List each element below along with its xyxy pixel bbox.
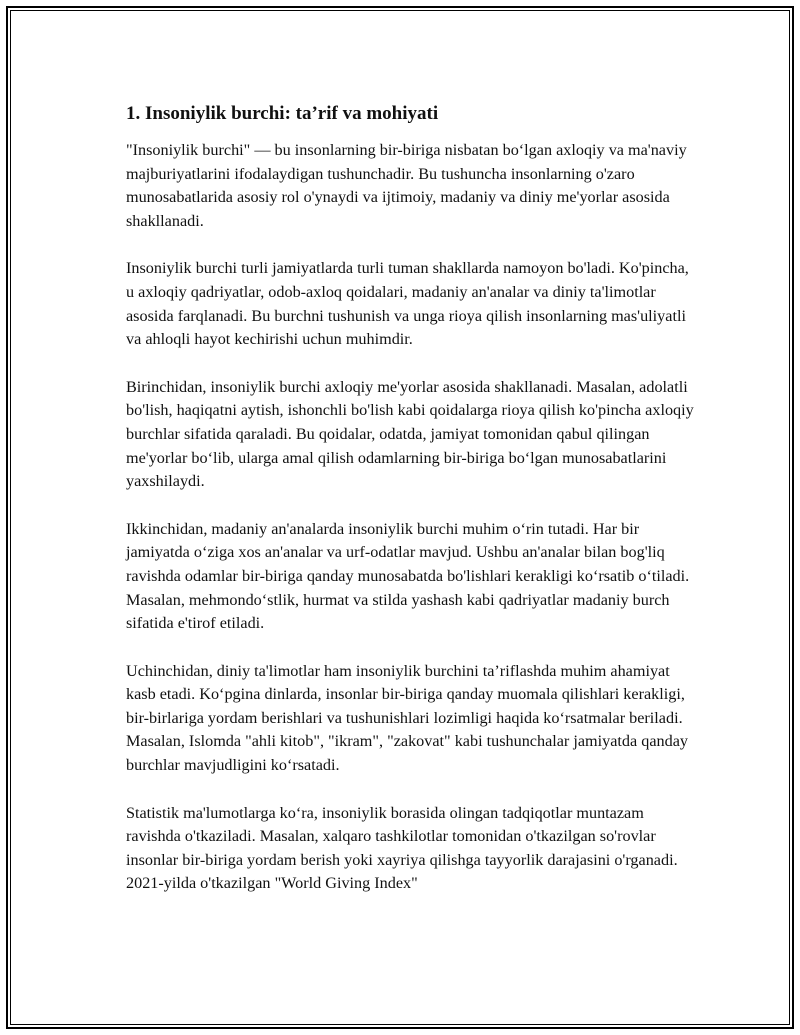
page-frame bbox=[6, 6, 794, 1029]
paragraph-forms: Insoniylik burchi turli jamiyatlarda turli tuman shakllarda namoyon bo'ladi. Ko'pincha, u axloqiy qadriyatlar, odob-axloq qoidalari, madaniy an'analar va diniy ta'limotlar asosida farqlanadi. Bu burchni tushunish va unga rioya qilish insonlarning mas'uliyatli va ahloqli hayot kechirishi uchun muhimdir. bbox=[126, 259, 689, 349]
paragraph-cultural-traditions: Ikkinchidan, madaniy an'analarda insoniylik burchi muhim o‘rin tutadi. Har bir jamiyatda o‘ziga xos an'analar va urf-odatlar mavjud. Ushbu an'analar bilan bog'liq ravishda odamlar bir-biriga qanday munosabatda bo'lishlari kerakligi ko‘rsatib o‘tiladi. Masalan, mehmondo‘stlik, hurmat va stilda yashash kabi qadriyatlar madaniy burch sifatida e'tirof etiladi. bbox=[126, 519, 690, 633]
paragraph-religious-teachings: Uchinchidan, diniy ta'limotlar ham insoniylik burchini ta’riflashda muhim ahamiyat kasb etadi. Ko‘pgina dinlarda, insonlar bir-biriga qanday muomala qilishlari kerakligi, bir-birlariga yordam berishlari va tushunishlari lozimligi haqida ko‘rsatmalar beriladi. Masalan, Islomda "ahli kitob", "ikram", "zakovat" kabi tushunchalar jamiyatda qanday burchlar mavjudligini ko‘rsatadi. bbox=[126, 661, 688, 775]
paragraph-statistics: Statistik ma'lumotlarga ko‘ra, insoniylik borasida olingan tadqiqotlar muntazam ravishda o'tkaziladi. Masalan, xalqaro tashkilotlar tomonidan o'tkazilgan so'rovlar insonlar bir-biriga yordam berish yoki xayriya qilishga tayyorlik darajasini o'rganadi. 2021-yilda o'tkazilgan "World Giving Index" bbox=[126, 803, 678, 893]
document-body bbox=[126, 102, 696, 920]
paragraph-definition: "Insoniylik burchi" — bu insonlarning bir-biriga nisbatan bo‘lgan axloqiy va ma'naviy majburiyatlarini ifodalaydigan tushunchadir. Bu tushuncha insonlarning o'zaro munosabatlarida asosiy rol o'ynaydi va ijtimoiy, madaniy va diniy me'yorlar asosida shakllanadi. bbox=[126, 141, 687, 230]
section-heading: 1. Insoniylik burchi: ta’rif va mohiyati bbox=[126, 103, 439, 124]
paragraph-ethical-norms: Birinchidan, insoniylik burchi axloqiy me'yorlar asosida shakllanadi. Masalan, adolatli bo'lish, haqiqatni aytish, ishonchli bo'lish kabi qoidalarga rioya qilish ko'pincha axloqiy burchlar sifatida qaraladi. Bu qoidalar, odatda, jamiyat tomonidan qabul qilingan me'yorlar bo‘lib, ularga amal qilish odamlarning bir-biriga bo‘lgan munosabatlarini yaxshilaydi. bbox=[126, 377, 694, 491]
